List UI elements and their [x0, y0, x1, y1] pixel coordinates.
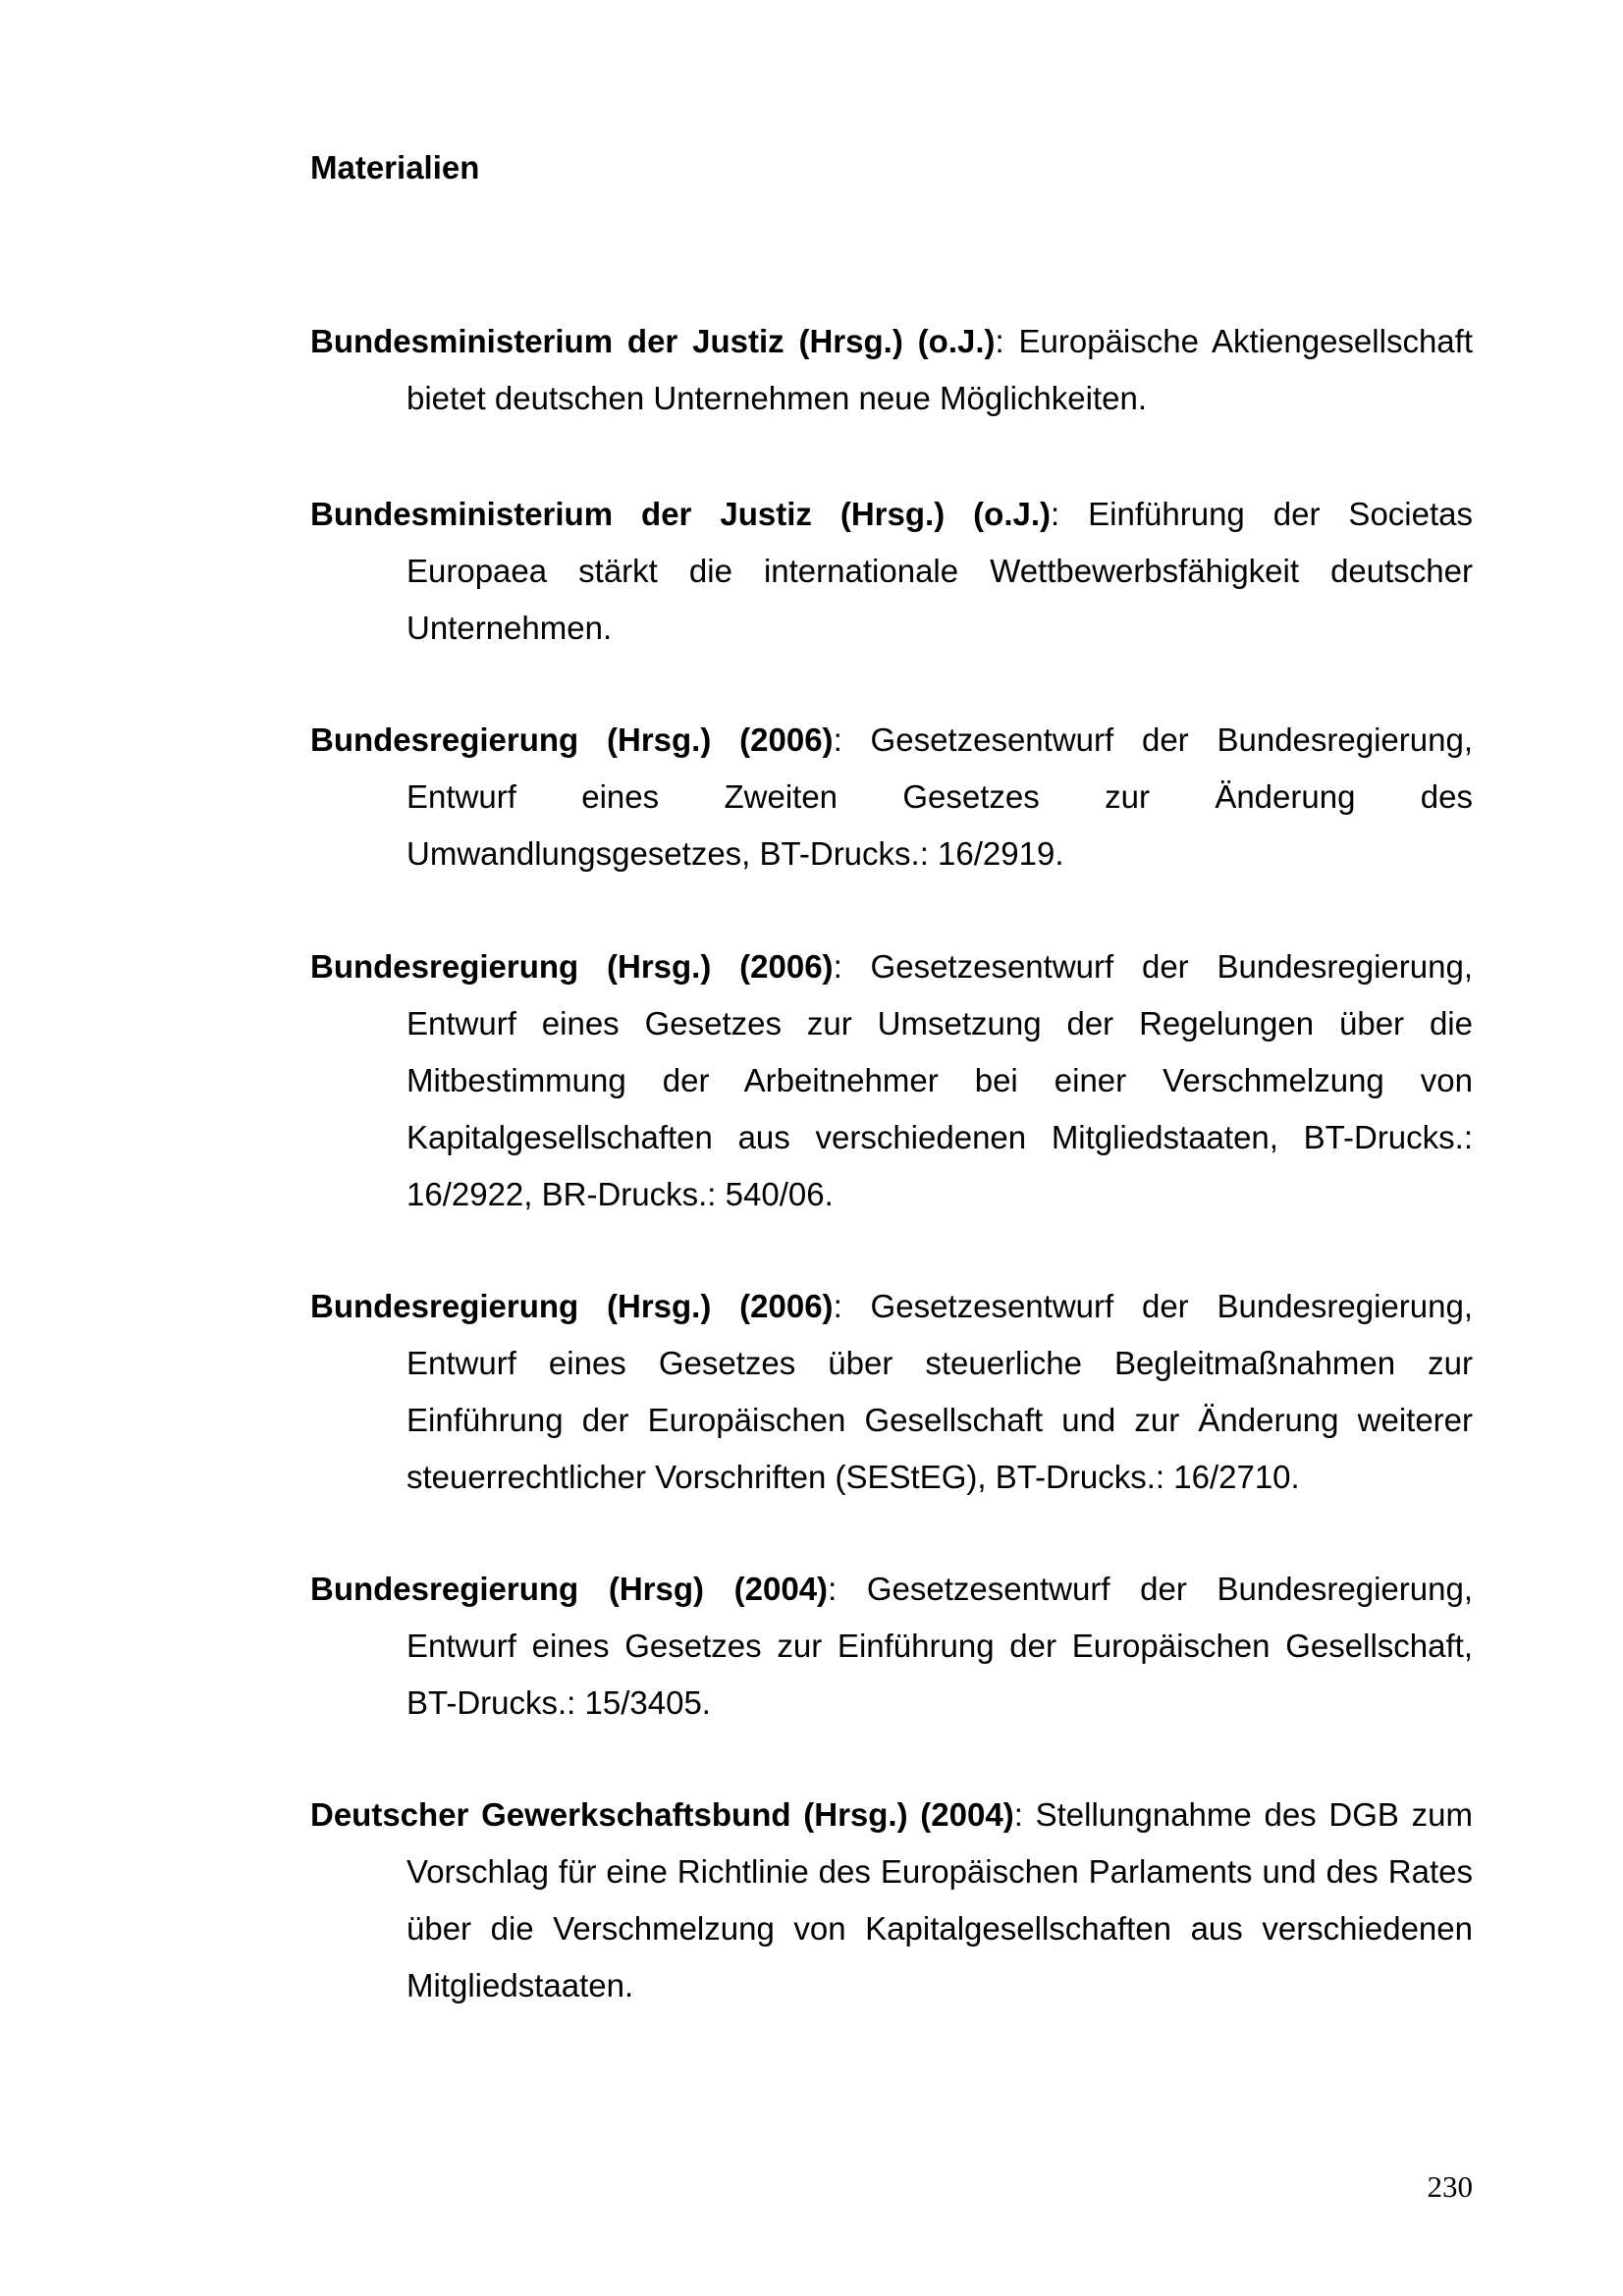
reference-author: Bundesregierung (Hrsg.) (2006)	[310, 1288, 834, 1324]
reference-text: : Stellungnahme des DGB zum Vorschlag für eine Richtlinie des Europäischen Parlaments und des Rates über die Verschmelzung von Kapitalgesellschaften aus verschiedenen Mitgliedstaaten.	[406, 1796, 1473, 2003]
page-number: 230	[1427, 2169, 1473, 2204]
reference-author: Bundesregierung (Hrsg.) (2006)	[310, 948, 834, 985]
reference-author: Bundesregierung (Hrsg) (2004)	[310, 1571, 829, 1607]
reference-entry	[310, 1278, 1473, 1506]
reference-text: : Einführung der Societas Europaea stärkt die internationale Wettbewerbsfähigkeit deutscher Unternehmen.	[406, 496, 1474, 646]
reference-author: Bundesministerium der Justiz (Hrsg.) (o.J.)	[310, 323, 996, 359]
reference-text: : Gesetzesentwurf der Bundesregierung, Entwurf eines Gesetzes zur Einführung der Europäischen Gesellschaft, BT-Drucks.: 15/3405.	[406, 1571, 1473, 1721]
reference-author: Deutscher Gewerkschaftsbund (Hrsg.) (2004)	[310, 1796, 1014, 1833]
reference-author: Bundesregierung (Hrsg.) (2006)	[310, 721, 834, 758]
reference-entry	[310, 313, 1473, 427]
reference-text: : Gesetzesentwurf der Bundesregierung, Entwurf eines Gesetzes zur Umsetzung der Regelungen über die Mitbestimmung der Arbeitnehmer bei einer Verschmelzung von Kapitalgesellschaften aus verschiedenen Mitgliedstaaten, BT-Drucks.: 16/2922, BR-Drucks.: 540/06.	[406, 948, 1473, 1212]
reference-text: : Gesetzesentwurf der Bundesregierung, Entwurf eines Gesetzes über steuerliche Begleitmaßnahmen zur Einführung der Europäischen Gesellschaft und zur Änderung weiterer steuerrechtlicher Vorschriften (SEStEG), BT-Drucks.: 16/2710.	[406, 1288, 1473, 1495]
reference-entry	[310, 1787, 1473, 2014]
reference-entry	[310, 486, 1473, 657]
reference-text: : Gesetzesentwurf der Bundesregierung, Entwurf eines Zweiten Gesetzes zur Änderung des Umwandlungsgesetzes, BT-Drucks.: 16/2919.	[406, 721, 1473, 872]
reference-author: Bundesministerium der Justiz (Hrsg.) (o.J.)	[310, 496, 1052, 532]
reference-entry	[310, 712, 1473, 882]
reference-entry	[310, 938, 1473, 1223]
reference-text: : Europäische Aktiengesellschaft bietet deutschen Unternehmen neue Möglichkeiten.	[406, 323, 1473, 416]
section-title: Materialien	[310, 149, 480, 186]
reference-entry	[310, 1561, 1473, 1732]
